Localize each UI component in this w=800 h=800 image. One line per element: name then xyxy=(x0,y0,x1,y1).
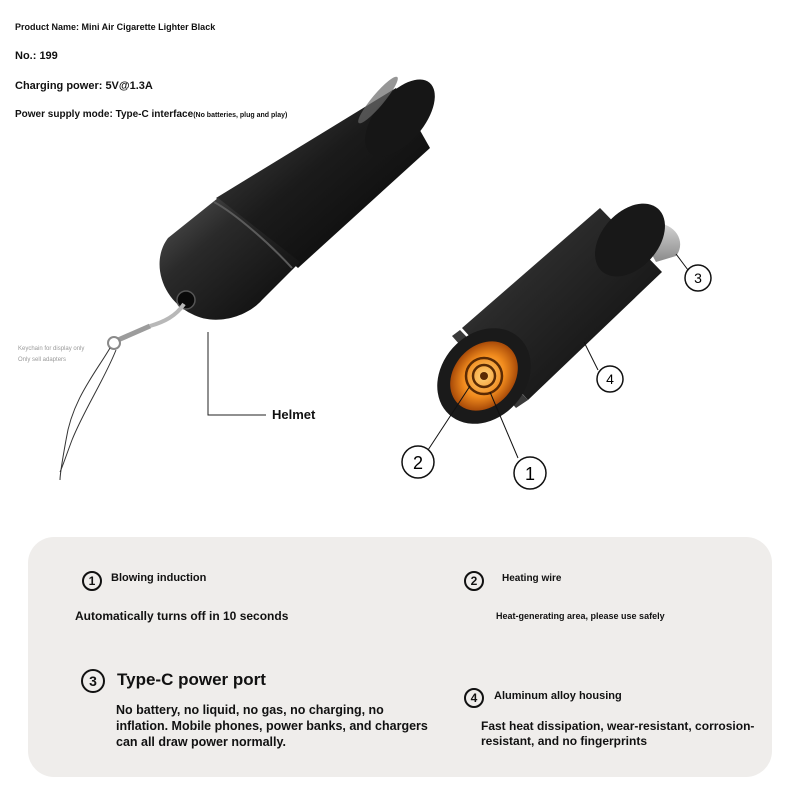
feature-1-title: Blowing induction xyxy=(111,572,207,584)
feature-4-desc: Fast heat dissipation, wear-resistant, corrosion-resistant, and no fingerprints xyxy=(481,719,755,748)
callout-number-2: 2 xyxy=(412,453,424,473)
callout-number-3: 3 xyxy=(694,270,702,286)
feature-1-desc: Automatically turns off in 10 seconds xyxy=(75,609,289,623)
coil-center xyxy=(480,372,488,380)
charging-power: Charging power: 5V@1.3A xyxy=(15,80,153,92)
feature-4-number: 4 xyxy=(464,688,484,708)
feature-3-desc: No battery, no liquid, no gas, no charging, no inflation. Mobile phones, power banks, and chargers can all draw power normally. xyxy=(116,703,428,749)
callout-number-4: 4 xyxy=(606,371,614,387)
keyring-hole xyxy=(177,291,195,309)
power-supply-note: (No batteries, plug and play) xyxy=(193,112,288,119)
product-name: Product Name: Mini Air Cigarette Lighter Black xyxy=(15,22,216,32)
feature-3-number: 3 xyxy=(81,669,105,693)
product-number: No.: 199 xyxy=(15,50,58,62)
feature-2-number: 2 xyxy=(464,571,484,591)
helmet-leader xyxy=(208,332,266,415)
feature-2-desc: Heat-generating area, please use safely xyxy=(496,611,665,621)
power-supply-text: Power supply mode: Type-C interface xyxy=(15,109,194,120)
feature-panel xyxy=(28,537,772,777)
keychain-note-1: Keychain for display only xyxy=(18,346,85,352)
feature-1-number: 1 xyxy=(82,571,102,591)
callout-line-4 xyxy=(584,342,598,370)
feature-4-title: Aluminum alloy housing xyxy=(494,690,622,702)
callout-line-3 xyxy=(676,254,688,270)
keychain-note-2: Only sell adapters xyxy=(18,357,67,363)
feature-2-title: Heating wire xyxy=(502,573,562,584)
callout-number-1: 1 xyxy=(524,464,536,484)
helmet-label: Helmet xyxy=(272,407,316,422)
feature-3-title: Type-C power port xyxy=(117,670,266,689)
capped-lighter xyxy=(160,67,448,319)
keychain xyxy=(60,304,184,480)
